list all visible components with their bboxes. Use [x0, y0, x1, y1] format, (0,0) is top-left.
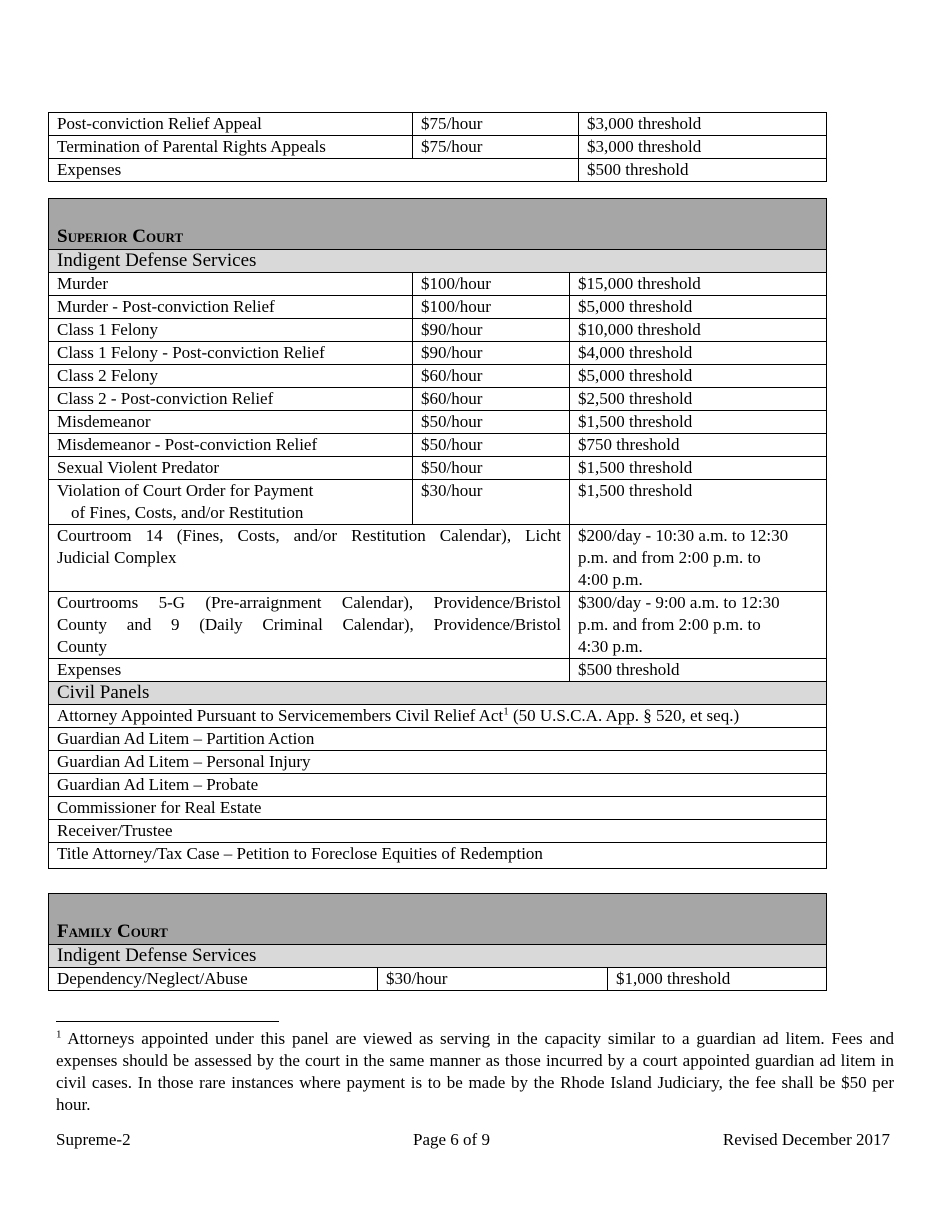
hourly-rate: $75/hour [413, 136, 579, 159]
fee-threshold: $3,000 threshold [579, 113, 827, 136]
family-court-header [49, 894, 827, 945]
footnote-marker: 1 [56, 1028, 62, 1041]
expenses-threshold: $500 threshold [579, 159, 827, 182]
family-court-table [48, 893, 826, 991]
appeals-fee-table [48, 112, 826, 182]
superior-court-table [48, 198, 826, 869]
indigent-defense-subheader: Indigent Defense Services [49, 250, 827, 273]
table-row: Murder $100/hour $15,000 threshold [49, 273, 827, 296]
section-title: Family Court [49, 894, 827, 945]
table-row: Sexual Violent Predator $50/hour $1,500 threshold [49, 457, 827, 480]
courtrooms-5g-row [49, 592, 827, 659]
footnote-separator [56, 1021, 279, 1022]
civil-panel-row: Guardian Ad Litem – Partition Action [49, 728, 827, 751]
courtroom-description: Courtrooms 5-G (Pre-arraignment Calendar), Providence/Bristol County and 9 (Daily Criminal Calendar), Providence/Bristol County [49, 592, 570, 659]
civil-panel-row: Guardian Ad Litem – Probate [49, 774, 827, 797]
fee-threshold: $3,000 threshold [579, 136, 827, 159]
expenses-row [49, 159, 827, 182]
footer-revision-date: Revised December 2017 [722, 1130, 890, 1149]
civil-panel-row: Attorney Appointed Pursuant to Servicemembers Civil Relief Act$^1$ (50 U.S.C.A. App. § 520, et seq.) [49, 705, 827, 728]
table-row: Murder - Post-conviction Relief $100/hour $5,000 threshold [49, 296, 827, 319]
section-title: Superior Court [49, 199, 827, 250]
civil-panel-row: Guardian Ad Litem – Personal Injury [49, 751, 827, 774]
table-row: Class 1 Felony - Post-conviction Relief $90/hour $4,000 threshold [49, 342, 827, 365]
table-row: Class 2 - Post-conviction Relief $60/hour $2,500 threshold [49, 388, 827, 411]
civil-panel-row: Title Attorney/Tax Case – Petition to Foreclose Equities of Redemption [49, 843, 827, 869]
table-row [49, 113, 827, 136]
civil-panel-row: Receiver/Trustee [49, 820, 827, 843]
footer-document-id: Supreme-2 [56, 1130, 131, 1149]
civil-panel-row: Commissioner for Real Estate [49, 797, 827, 820]
civil-panels-subheader: Civil Panels [49, 682, 827, 705]
footnote-text: Attorneys appointed under this panel are viewed as serving in the capacity similar to a guardian ad litem. Fees and expenses should be assessed by the court in the same manner as those incurred by a court appointed guardian ad litem in civil cases. In those rare instances where payment is to be made by the Rhode Island Judiciary, the fee shall be $50 per hour. [56, 1029, 894, 1114]
daily-rate: $200/day - 10:30 a.m. to 12:30 p.m. and from 2:00 p.m. to 4:00 p.m. [570, 525, 827, 592]
table-row: Violation of Court Order for Payment of Fines, Costs, and/or Restitution $30/hour $1,500 threshold [49, 480, 827, 525]
expenses-row: Expenses $500 threshold [49, 659, 827, 682]
daily-rate: $300/day - 9:00 a.m. to 12:30 p.m. and from 2:00 p.m. to 4:30 p.m. [570, 592, 827, 659]
table-row: Dependency/Neglect/Abuse $30/hour $1,000 threshold [49, 968, 827, 991]
footnote-reference: 1 [503, 705, 509, 718]
superior-court-header [49, 199, 827, 250]
case-type: Post-conviction Relief Appeal [49, 113, 413, 136]
table-row: Class 1 Felony $90/hour $10,000 threshold [49, 319, 827, 342]
violation-case-type: Violation of Court Order for Payment of Fines, Costs, and/or Restitution [49, 480, 413, 525]
expenses-label: Expenses [49, 159, 579, 182]
hourly-rate: $75/hour [413, 113, 579, 136]
table-row: Misdemeanor $50/hour $1,500 threshold [49, 411, 827, 434]
footnote [56, 1028, 894, 1116]
table-row [49, 136, 827, 159]
case-type: Termination of Parental Rights Appeals [49, 136, 413, 159]
indigent-defense-subheader: Indigent Defense Services [49, 945, 827, 968]
table-row: Class 2 Felony $60/hour $5,000 threshold [49, 365, 827, 388]
footer-page-number: Page 6 of 9 [413, 1130, 490, 1149]
table-row: Misdemeanor - Post-conviction Relief $50/hour $750 threshold [49, 434, 827, 457]
courtroom-14-row [49, 525, 827, 592]
courtroom-description: Courtroom 14 (Fines, Costs, and/or Restitution Calendar), Licht Judicial Complex [49, 525, 570, 592]
